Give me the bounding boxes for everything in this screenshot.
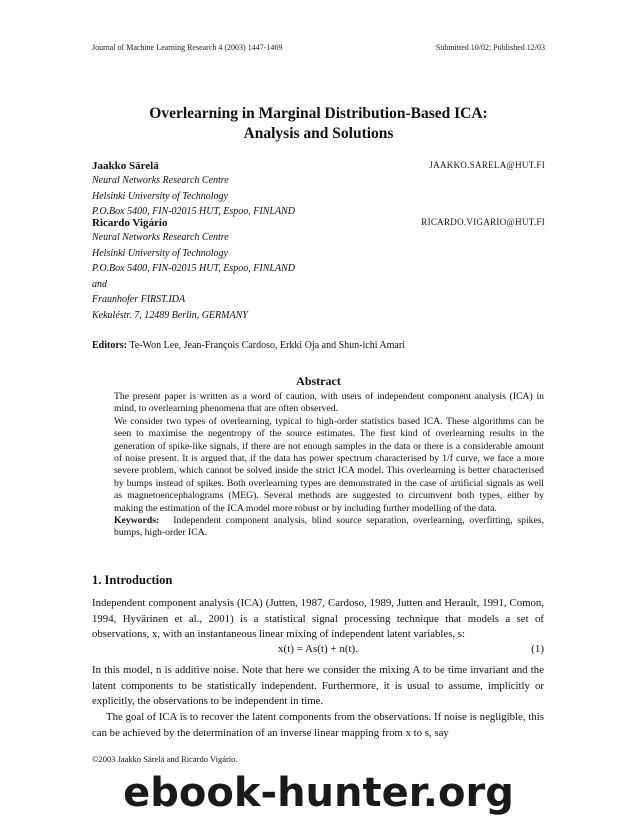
keywords-text: Independent component analysis, blind source separation, overlearning, overfitting, spikes, bumps, high-order ICA. bbox=[114, 515, 544, 539]
abstract-paragraph: The present paper is written as a word of caution, with users of independent component analysis (ICA) in mind, to overlearning phenomena that are often observed. bbox=[114, 391, 544, 415]
title-line-2: Analysis and Solutions bbox=[243, 125, 394, 142]
abstract-body bbox=[114, 391, 544, 540]
keywords bbox=[114, 515, 544, 540]
equation-expression: x(t) = As(t) + n(t). bbox=[278, 643, 358, 655]
editors-names: Te-Won Lee, Jean-François Cardoso, Erkki Oja and Shun-ichi Amari bbox=[129, 340, 405, 351]
author-name: Ricardo Vigário bbox=[92, 217, 168, 229]
section-heading: 1. Introduction bbox=[92, 573, 173, 587]
keywords-label: Keywords: bbox=[114, 515, 160, 527]
affiliation-line: Neural Networks Research Centre bbox=[92, 232, 229, 243]
intro-paragraph: Independent component analysis (ICA) (Jutten, 1987, Cardoso, 1989, Jutten and Herault, 1991, Comon, 1994, Hyvärinen et al., 2001) is a statistical signal processing technique that models a set of observations, x, with an instantaneous linear mixing of independent latent variables, s: bbox=[92, 597, 544, 641]
author-affiliation bbox=[92, 230, 295, 323]
intro-paragraph: In this model, n is additive noise. Note that here we consider the mixing A to be time invariant and the latent components to be statistically independent. Furthermore, it is usual to assume, implicitly or explicitly, the observations to be independent in time. bbox=[92, 664, 544, 708]
editors-line bbox=[92, 340, 405, 351]
affiliation-line: Kekuléstr. 7, 12489 Berlin, GERMANY bbox=[92, 309, 248, 321]
affiliation-line: Helsinki University of Technology bbox=[92, 247, 228, 259]
watermark: ebook-hunter.org bbox=[123, 770, 514, 816]
editors-label: Editors: bbox=[92, 340, 127, 351]
affiliation-line: Helsinki University of Technology bbox=[92, 190, 228, 202]
author-email: JAAKKO.SARELA@HUT.FI bbox=[429, 160, 545, 170]
author-affiliation bbox=[92, 173, 295, 220]
author-email: RICARDO.VIGARIO@HUT.FI bbox=[421, 217, 545, 227]
affiliation-line: P.O.Box 5400, FIN-02015 HUT, Espoo, FINLAND bbox=[92, 263, 295, 274]
equation bbox=[92, 643, 544, 659]
affiliation-line: P.O.Box 5400, FIN-02015 HUT, Espoo, FINLAND bbox=[92, 206, 295, 217]
author-name: Jaakko Särelä bbox=[92, 160, 159, 172]
abstract-heading: Abstract bbox=[296, 374, 341, 388]
paper-title bbox=[0, 104, 637, 144]
journal-header: Journal of Machine Learning Research 4 (2003) 1447-1469 bbox=[92, 43, 283, 52]
equation-number: (1) bbox=[531, 643, 544, 655]
affiliation-line: and bbox=[92, 278, 107, 290]
abstract-paragraph: We consider two types of overlearning, typical to high-order statistics based ICA. These algorithms can be seen to maximise the negentropy of the source estimates. The first kind of overlearning results in the generation of spike-like signals, if there are not enough samples in the data or there is a considerable amount of noise present. It is argued that, if the data has power spectrum characterised by 1/f curve, we face a more severe problem, which cannot be solved inside the strict ICA model. This overlearning is better characterised by bumps instead of spikes. Both overlearning types are demonstrated in the case of artificial signals as well as magnetoencephalograms (MEG). Several methods are suggested to circumvent both types, either by making the estimation of the ICA model more robust or by including further modelling of the data. bbox=[114, 415, 544, 514]
title-line-1: Overlearning in Marginal Distribution-Based ICA: bbox=[149, 105, 488, 122]
affiliation-line: Neural Networks Research Centre bbox=[92, 175, 229, 186]
submission-dates: Submitted 10/02; Published 12/03 bbox=[435, 43, 545, 52]
intro-paragraph: The goal of ICA is to recover the latent components from the observations. If noise is negligible, this can be achieved by the determination of an inverse linear mapping from x to s, say bbox=[92, 711, 544, 739]
affiliation-line: Fraunhofer FIRST.IDA bbox=[92, 294, 186, 305]
copyright-footer: ©2003 Jaakko Särelä and Ricardo Vigário. bbox=[92, 754, 238, 764]
